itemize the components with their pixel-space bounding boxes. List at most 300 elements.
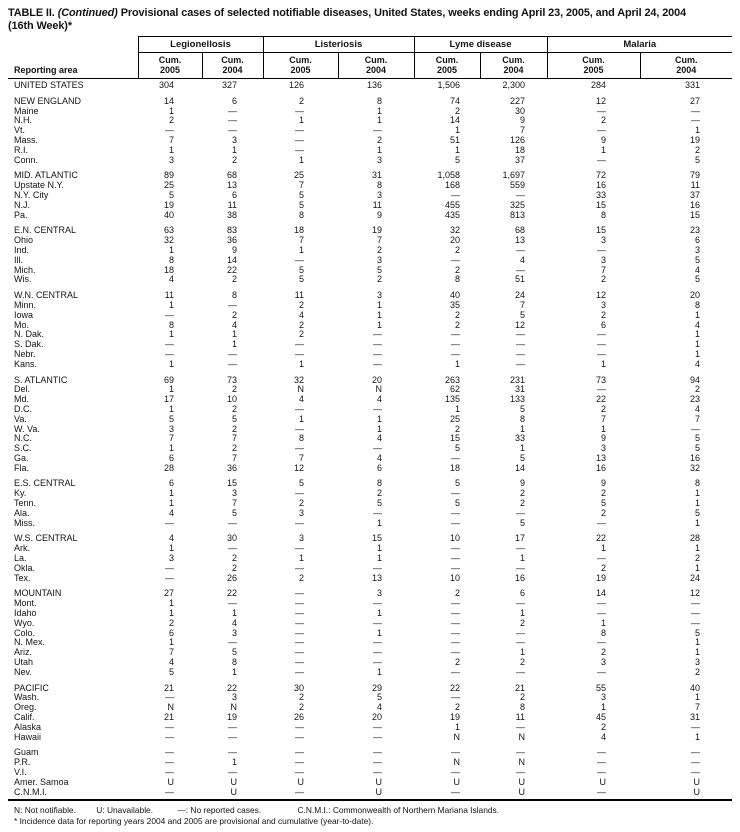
- value-cell: 1: [519, 647, 525, 658]
- value-cell: 1: [376, 666, 382, 677]
- value-cell: 32: [293, 374, 304, 385]
- value-cell: 17: [514, 533, 525, 544]
- value-cell: 1: [168, 299, 174, 310]
- value-cell: 6: [168, 627, 174, 638]
- value-cell: 83: [226, 225, 237, 236]
- column-group-listeriosis: Listeriosis: [263, 37, 414, 53]
- reporting-area-cell: Mo.: [14, 319, 30, 330]
- value-cell: 2: [231, 562, 237, 573]
- value-cell: 38: [226, 209, 237, 220]
- value-cell: 2: [168, 617, 174, 628]
- value-cell: —: [295, 403, 304, 414]
- value-cell: 11: [227, 199, 237, 210]
- value-cell: 21: [514, 682, 525, 693]
- value-cell: —: [165, 339, 174, 350]
- table-row: [8, 758, 732, 768]
- value-cell: 1: [376, 144, 382, 155]
- value-cell: 8: [168, 319, 174, 330]
- reporting-area-cell: Vt.: [14, 125, 26, 136]
- table-row: [8, 385, 732, 395]
- table-row: [8, 146, 732, 156]
- value-cell: 11: [164, 290, 174, 301]
- value-cell: 18: [163, 264, 174, 275]
- value-cell: 7: [694, 702, 700, 713]
- value-cell: 8: [600, 209, 606, 220]
- value-cell: 9: [600, 134, 606, 145]
- value-cell: 1,697: [502, 170, 525, 181]
- reporting-area-cell: Conn.: [14, 154, 39, 165]
- value-cell: 4: [376, 394, 382, 405]
- value-cell: —: [691, 423, 700, 434]
- value-cell: 3: [231, 692, 237, 703]
- value-cell: 51: [449, 134, 460, 145]
- value-cell: —: [228, 517, 237, 528]
- value-cell: N: [375, 384, 382, 395]
- value-cell: 31: [514, 384, 525, 395]
- table-row: [8, 713, 732, 723]
- value-cell: —: [295, 144, 304, 155]
- value-cell: 4: [231, 319, 237, 330]
- value-cell: 73: [595, 374, 606, 385]
- table-row: [8, 330, 732, 340]
- reporting-area-cell: Minn.: [14, 299, 37, 310]
- table-title-line2: (16th Week)*: [8, 19, 72, 32]
- value-cell: N: [518, 757, 525, 768]
- value-cell: 19: [163, 199, 174, 210]
- value-cell: —: [597, 553, 606, 564]
- value-cell: 11: [372, 199, 382, 210]
- value-cell: 4: [298, 309, 304, 320]
- value-cell: 1: [231, 757, 237, 768]
- value-cell: —: [373, 767, 382, 777]
- value-cell: 24: [689, 572, 700, 583]
- legend-no-reported-cases: —: No reported cases.: [177, 805, 262, 816]
- value-cell: 4: [519, 254, 525, 265]
- value-cell: —: [165, 562, 174, 573]
- value-cell: 9: [231, 244, 237, 255]
- value-cell: 74: [449, 95, 460, 106]
- value-cell: 2: [231, 553, 237, 564]
- value-cell: —: [295, 348, 304, 359]
- value-cell: 69: [163, 374, 174, 385]
- reporting-area-cell: N.H.: [14, 115, 32, 126]
- value-cell: —: [516, 598, 525, 609]
- value-cell: 13: [514, 235, 525, 246]
- value-cell: 22: [449, 682, 460, 693]
- column-header-listeriosis-cum-2004: Cum. 2004: [338, 53, 414, 79]
- value-cell: —: [295, 543, 304, 554]
- value-cell: 45: [595, 712, 606, 723]
- value-cell: 1: [376, 543, 382, 554]
- value-cell: 23: [689, 225, 700, 236]
- reporting-area-cell: Okla.: [14, 562, 36, 573]
- value-cell: 7: [298, 452, 304, 463]
- value-cell: 1: [376, 517, 382, 528]
- value-cell: 5: [454, 154, 460, 165]
- value-cell: 7: [298, 180, 304, 191]
- value-cell: 2: [454, 702, 460, 713]
- value-cell: —: [516, 348, 525, 359]
- reporting-area-cell: Ga.: [14, 452, 29, 463]
- table-row: [8, 201, 732, 211]
- value-cell: 133: [509, 394, 525, 405]
- value-cell: U: [453, 776, 460, 787]
- value-cell: 1: [168, 384, 174, 395]
- value-cell: 6: [168, 452, 174, 463]
- value-cell: 1: [694, 498, 700, 509]
- value-cell: 5: [168, 189, 174, 200]
- value-cell: —: [373, 562, 382, 573]
- table-row: [8, 126, 732, 136]
- value-cell: 5: [694, 507, 700, 518]
- value-cell: 7: [231, 433, 237, 444]
- value-cell: —: [295, 254, 304, 265]
- reporting-area-cell: Mich.: [14, 264, 36, 275]
- value-cell: —: [165, 348, 174, 359]
- value-cell: 1: [168, 244, 174, 255]
- value-cell: 8: [298, 433, 304, 444]
- value-cell: —: [597, 105, 606, 116]
- incidence-note: * Incidence data for reporting years 2004 and 2005 are provisional and cumulative (year-to-date).: [14, 815, 374, 826]
- table-row: [8, 246, 732, 256]
- value-cell: 1: [168, 443, 174, 454]
- value-cell: —: [597, 244, 606, 255]
- value-cell: 1: [600, 423, 606, 434]
- value-cell: —: [597, 348, 606, 359]
- value-cell: —: [373, 507, 382, 518]
- value-cell: —: [228, 358, 237, 369]
- value-cell: —: [228, 731, 237, 742]
- table-row: [8, 321, 732, 331]
- value-cell: —: [295, 598, 304, 609]
- value-cell: 1: [376, 319, 382, 330]
- reporting-area-cell: Hawaii: [14, 731, 42, 742]
- value-cell: 2: [519, 488, 525, 499]
- value-cell: —: [597, 125, 606, 136]
- value-cell: 2: [231, 443, 237, 454]
- table-row: [8, 693, 732, 703]
- value-cell: 5: [454, 443, 460, 454]
- value-cell: 10: [449, 533, 460, 544]
- value-cell: 63: [163, 225, 174, 236]
- value-cell: 2: [454, 588, 460, 599]
- value-cell: —: [373, 617, 382, 628]
- reporting-area-cell: Ohio: [14, 235, 34, 246]
- reporting-area-cell: Tenn.: [14, 498, 37, 509]
- value-cell: 20: [371, 712, 382, 723]
- reporting-area-cell: Upstate N.Y.: [14, 180, 64, 191]
- table-row: [8, 788, 732, 801]
- value-cell: 68: [514, 225, 525, 236]
- value-cell: 6: [600, 319, 606, 330]
- value-cell: 89: [163, 170, 174, 181]
- value-cell: 3: [600, 692, 606, 703]
- value-cell: 455: [444, 199, 460, 210]
- table-row: [8, 703, 732, 713]
- value-cell: 13: [226, 180, 237, 191]
- legend-unavailable: U: Unavailable.: [96, 805, 154, 816]
- value-cell: —: [451, 254, 460, 265]
- value-cell: 8: [376, 478, 382, 489]
- value-cell: 4: [694, 358, 700, 369]
- value-cell: 435: [444, 209, 460, 220]
- value-cell: 18: [449, 462, 460, 473]
- value-cell: 231: [509, 374, 525, 385]
- value-cell: —: [451, 692, 460, 703]
- value-cell: 559: [509, 180, 525, 191]
- value-cell: 2: [600, 507, 606, 518]
- table-row: [8, 574, 732, 584]
- value-cell: 5: [168, 666, 174, 677]
- value-cell: U: [167, 776, 174, 787]
- value-cell: 4: [168, 507, 174, 518]
- reporting-area-cell: Fla.: [14, 462, 30, 473]
- value-cell: 2: [454, 105, 460, 116]
- column-header-malaria-cum-2005: Cum. 2005: [547, 53, 640, 79]
- table-row: [8, 768, 732, 778]
- table-row: [8, 236, 732, 246]
- table-row: [8, 742, 732, 758]
- reporting-area-cell: NEW ENGLAND: [14, 95, 82, 106]
- value-cell: 22: [595, 533, 606, 544]
- table-row: [8, 619, 732, 629]
- value-cell: 2: [454, 309, 460, 320]
- value-cell: 14: [595, 588, 606, 599]
- value-cell: —: [295, 105, 304, 116]
- table-row: [8, 370, 732, 386]
- value-cell: 20: [689, 290, 700, 301]
- value-cell: 16: [514, 572, 525, 583]
- value-cell: —: [451, 637, 460, 648]
- table-row: [8, 528, 732, 544]
- value-cell: 1: [694, 309, 700, 320]
- value-cell: 13: [371, 572, 382, 583]
- table-title-rest: Provisional cases of selected notifiable diseases, United States, weeks ending April 23, 2005, and April 24, 2004: [120, 7, 687, 19]
- value-cell: 5: [519, 309, 525, 320]
- value-cell: —: [597, 384, 606, 395]
- value-cell: —: [451, 507, 460, 518]
- table-row: [8, 464, 732, 474]
- value-cell: 32: [449, 225, 460, 236]
- value-cell: 2: [231, 423, 237, 434]
- value-cell: 22: [226, 682, 237, 693]
- value-cell: —: [295, 767, 304, 777]
- reporting-area-cell: Wyo.: [14, 617, 35, 628]
- value-cell: —: [165, 517, 174, 528]
- value-cell: 7: [694, 413, 700, 424]
- value-cell: —: [451, 553, 460, 564]
- value-cell: 1: [694, 543, 700, 554]
- value-cell: 1: [454, 125, 460, 136]
- value-cell: 19: [226, 712, 237, 723]
- value-cell: 19: [449, 712, 460, 723]
- value-cell: —: [373, 329, 382, 340]
- value-cell: 2: [298, 95, 304, 106]
- value-cell: 1: [298, 413, 304, 424]
- value-cell: U: [693, 776, 700, 787]
- reporting-area-cell: C.N.M.I.: [14, 786, 47, 797]
- value-cell: —: [165, 721, 174, 732]
- value-cell: 2: [454, 244, 460, 255]
- reporting-area-cell: N. Mex.: [14, 637, 46, 648]
- value-cell: 23: [689, 394, 700, 405]
- value-cell: —: [451, 627, 460, 638]
- value-cell: 1: [298, 115, 304, 126]
- column-group-malaria: Malaria: [547, 37, 732, 53]
- reporting-area-cell: Wash.: [14, 692, 40, 703]
- value-cell: 2: [600, 721, 606, 732]
- value-cell: 1: [694, 125, 700, 136]
- table-row: [8, 668, 732, 678]
- value-cell: 15: [595, 225, 606, 236]
- table-row: [8, 778, 732, 788]
- value-cell: 5: [168, 413, 174, 424]
- reporting-area-cell: Md.: [14, 394, 30, 405]
- value-cell: 14: [163, 95, 174, 106]
- value-cell: 30: [514, 105, 525, 116]
- value-cell: 3: [376, 154, 382, 165]
- reporting-area-cell: Calif.: [14, 712, 35, 723]
- table-row: [8, 395, 732, 405]
- value-cell: —: [295, 517, 304, 528]
- value-cell: 37: [689, 189, 700, 200]
- value-cell: 2: [519, 657, 525, 668]
- value-cell: 40: [163, 209, 174, 220]
- value-cell: —: [597, 637, 606, 648]
- value-cell: —: [451, 747, 460, 758]
- value-cell: 1: [694, 637, 700, 648]
- table-row: [8, 340, 732, 350]
- value-cell: —: [165, 747, 174, 758]
- value-cell: 1: [231, 608, 237, 619]
- column-header-malaria-cum-2004: Cum. 2004: [640, 53, 732, 79]
- value-cell: 813: [509, 209, 525, 220]
- value-cell: 1: [168, 498, 174, 509]
- value-cell: —: [373, 403, 382, 414]
- reporting-area-cell: Va.: [14, 413, 27, 424]
- reporting-area-cell: N. Dak.: [14, 329, 45, 340]
- table-row: [8, 136, 732, 146]
- table-row: [8, 360, 732, 370]
- value-cell: 3: [168, 154, 174, 165]
- table-row: [8, 599, 732, 609]
- value-cell: —: [451, 647, 460, 658]
- table-row: [8, 733, 732, 743]
- reporting-area-cell: V.I.: [14, 767, 27, 777]
- value-cell: 7: [376, 235, 382, 246]
- value-cell: 9: [600, 478, 606, 489]
- value-cell: 1: [168, 598, 174, 609]
- value-cell: —: [373, 657, 382, 668]
- value-cell: —: [165, 309, 174, 320]
- value-cell: —: [228, 598, 237, 609]
- value-cell: —: [451, 543, 460, 554]
- value-cell: 19: [689, 134, 700, 145]
- value-cell: 1: [298, 553, 304, 564]
- value-cell: U: [518, 786, 525, 797]
- value-cell: 1: [694, 517, 700, 528]
- value-cell: 5: [519, 452, 525, 463]
- reporting-area-cell: Tex.: [14, 572, 31, 583]
- value-cell: 1: [298, 244, 304, 255]
- value-cell: 36: [226, 235, 237, 246]
- value-cell: 30: [226, 533, 237, 544]
- reporting-area-cell: Idaho: [14, 608, 37, 619]
- value-cell: 168: [444, 180, 460, 191]
- reporting-area-cell: W. Va.: [14, 423, 40, 434]
- value-cell: —: [516, 189, 525, 200]
- value-cell: —: [295, 488, 304, 499]
- value-cell: —: [373, 348, 382, 359]
- value-cell: 5: [519, 403, 525, 414]
- value-cell: 2: [298, 319, 304, 330]
- value-cell: 2: [231, 274, 237, 285]
- table-row: [8, 434, 732, 444]
- value-cell: 1: [168, 543, 174, 554]
- value-cell: 68: [226, 170, 237, 181]
- value-cell: 22: [595, 394, 606, 405]
- table-row: [8, 405, 732, 415]
- value-cell: 15: [371, 533, 382, 544]
- reporting-area-cell: N.Y. City: [14, 189, 49, 200]
- value-cell: 126: [288, 80, 304, 90]
- value-cell: 33: [595, 189, 606, 200]
- reporting-area-cell: Kans.: [14, 358, 38, 369]
- value-cell: 1: [694, 348, 700, 359]
- value-cell: —: [516, 543, 525, 554]
- reporting-area-cell: E.N. CENTRAL: [14, 225, 77, 236]
- column-group-lyme-disease: Lyme disease: [414, 37, 547, 53]
- value-cell: —: [295, 647, 304, 658]
- table-row: [8, 107, 732, 117]
- reporting-area-header: Reporting area: [8, 37, 138, 79]
- value-cell: 20: [371, 374, 382, 385]
- value-cell: 25: [449, 413, 460, 424]
- value-cell: 27: [163, 588, 174, 599]
- value-cell: 28: [689, 533, 700, 544]
- table-row: [8, 79, 732, 91]
- value-cell: —: [691, 747, 700, 758]
- value-cell: 10: [449, 572, 460, 583]
- value-cell: 135: [444, 394, 460, 405]
- value-cell: 2: [231, 403, 237, 414]
- value-cell: 2: [376, 244, 382, 255]
- value-cell: 12: [514, 319, 525, 330]
- value-cell: —: [451, 608, 460, 619]
- table-row: [8, 444, 732, 454]
- reporting-area-cell: S. Dak.: [14, 339, 44, 350]
- reporting-area-cell: PACIFIC: [14, 682, 49, 693]
- reporting-area-cell: Del.: [14, 384, 31, 395]
- value-cell: —: [597, 786, 606, 797]
- table-row: [8, 156, 732, 166]
- value-cell: 1: [600, 543, 606, 554]
- value-cell: 22: [226, 264, 237, 275]
- value-cell: —: [691, 617, 700, 628]
- value-cell: U: [375, 776, 382, 787]
- value-cell: 4: [600, 731, 606, 742]
- value-cell: 4: [376, 452, 382, 463]
- value-cell: —: [295, 657, 304, 668]
- table-row: [8, 499, 732, 509]
- value-cell: 14: [514, 462, 525, 473]
- value-cell: 2: [298, 702, 304, 713]
- value-cell: —: [295, 721, 304, 732]
- value-cell: 11: [515, 712, 525, 723]
- value-cell: 126: [509, 134, 525, 145]
- value-cell: 37: [514, 154, 525, 165]
- value-cell: —: [373, 339, 382, 350]
